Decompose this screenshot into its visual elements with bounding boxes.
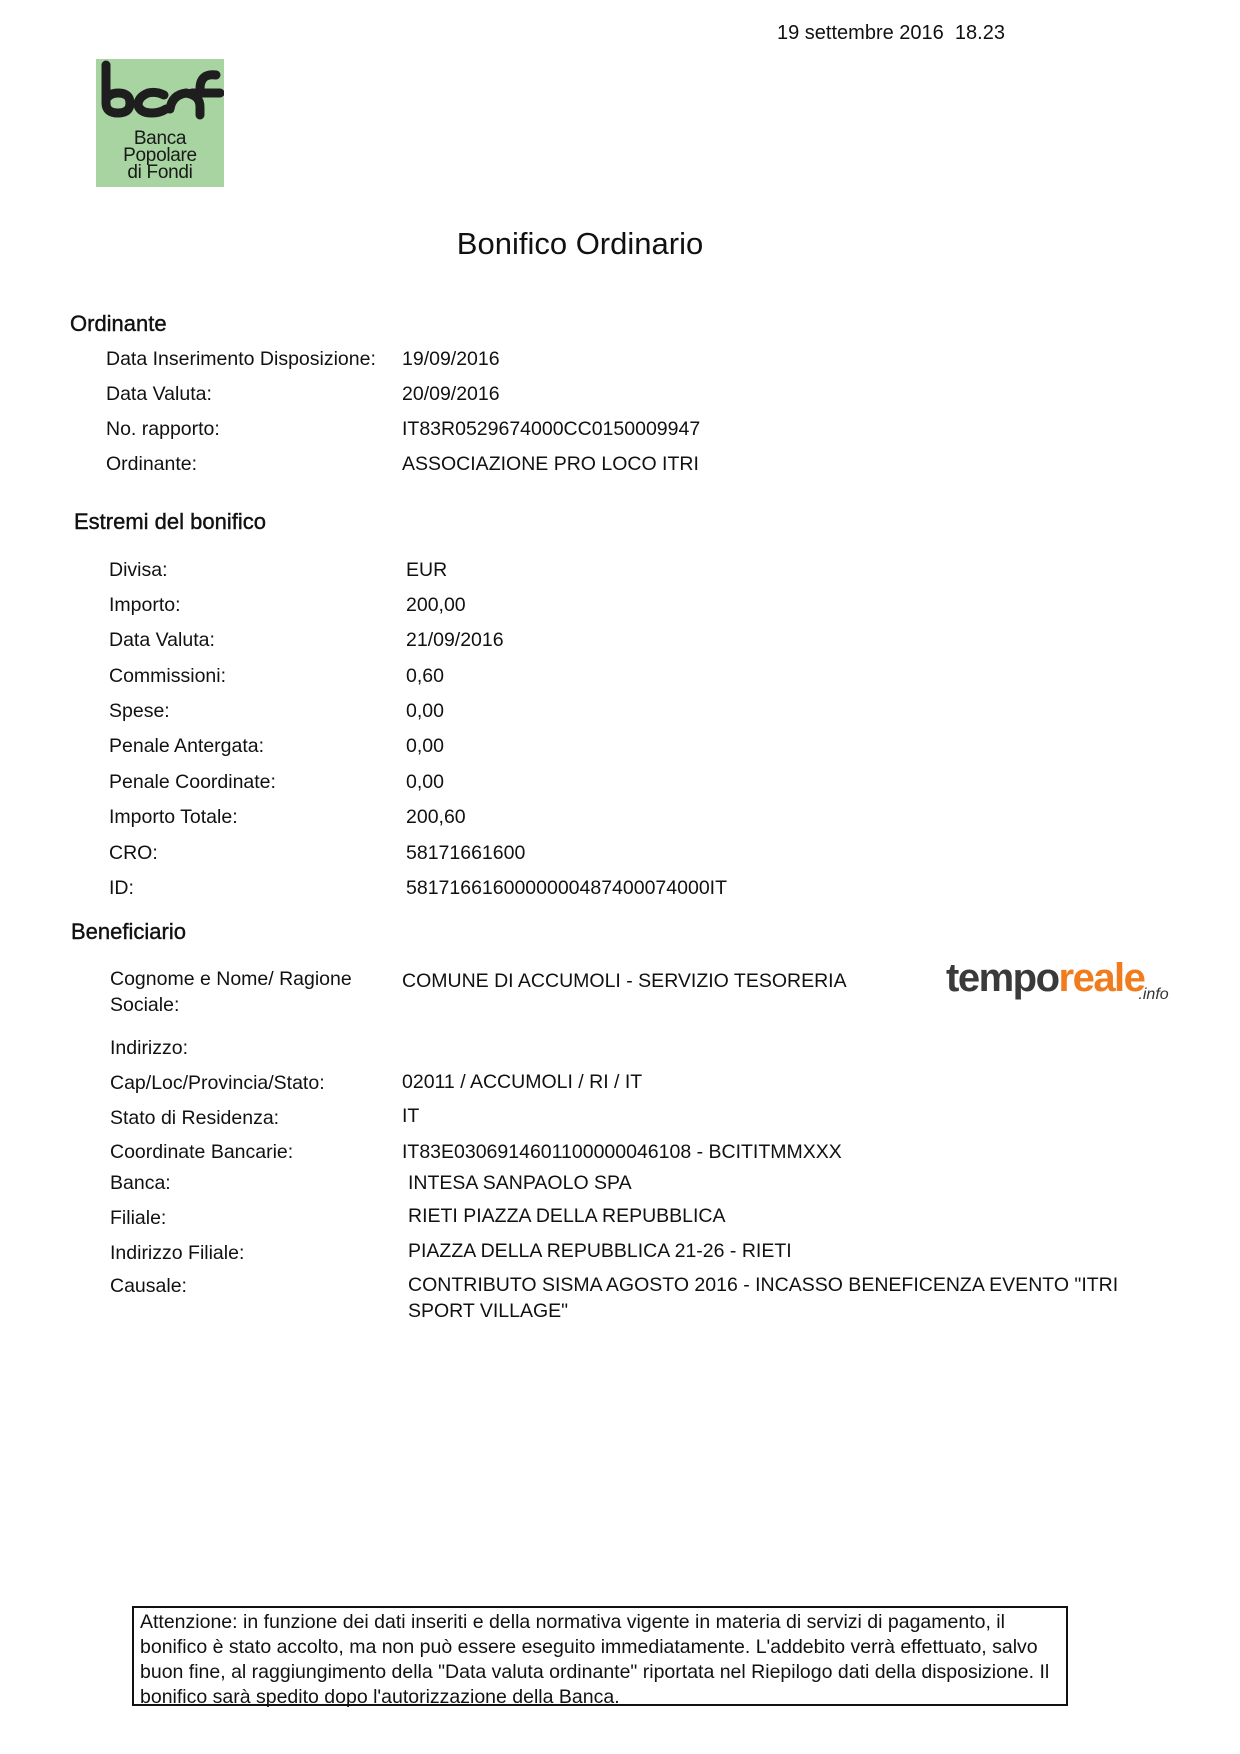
value-causale: CONTRIBUTO SISMA AGOSTO 2016 - INCASSO BENEFICENZA EVENTO "ITRI SPORT VILLAGE" bbox=[408, 1274, 1119, 1322]
value-data-valuta: 21/09/2016 bbox=[406, 629, 504, 651]
section-title-beneficiario: Beneficiario bbox=[71, 919, 186, 944]
label-data-inserimento: Data Inserimento Disposizione: bbox=[106, 348, 376, 370]
label-ordinante: Ordinante: bbox=[106, 453, 198, 475]
value-id: 5817166160000000487400074000IT bbox=[406, 877, 727, 899]
watermark-part-info: .info bbox=[1138, 986, 1169, 1003]
value-filiale: RIETI PIAZZA DELLA REPUBBLICA bbox=[408, 1205, 726, 1227]
label-indirizzo: Indirizzo: bbox=[110, 1037, 189, 1059]
value-data-inserimento: 19/09/2016 bbox=[402, 348, 500, 370]
label-indirizzo-filiale: Indirizzo Filiale: bbox=[110, 1242, 245, 1264]
page-title: Bonifico Ordinario bbox=[456, 226, 704, 261]
label-no-rapporto: No. rapporto: bbox=[106, 418, 220, 440]
section-title-estremi: Estremi del bonifico bbox=[74, 509, 266, 534]
bank-logo bbox=[96, 59, 224, 187]
watermark-part-tempo: tempo bbox=[946, 956, 1059, 1000]
label-causale: Causale: bbox=[110, 1275, 187, 1297]
label-divisa: Divisa: bbox=[109, 559, 168, 581]
temporeale-watermark bbox=[946, 956, 1169, 1001]
label-cap-loc: Cap/Loc/Provincia/Stato: bbox=[110, 1072, 325, 1094]
label-commissioni: Commissioni: bbox=[109, 665, 227, 687]
label-importo: Importo: bbox=[109, 594, 181, 616]
print-timestamp: 19 settembre 2016 18.23 bbox=[777, 22, 1005, 44]
value-cro: 58171661600 bbox=[406, 842, 526, 864]
label-cro: CRO: bbox=[109, 842, 158, 864]
label-filiale: Filiale: bbox=[110, 1207, 167, 1229]
value-spese: 0,00 bbox=[406, 700, 444, 722]
label-penale-coordinate: Penale Coordinate: bbox=[109, 771, 276, 793]
watermark-part-reale: reale bbox=[1058, 956, 1145, 1000]
value-commissioni: 0,60 bbox=[406, 665, 444, 687]
label-spese: Spese: bbox=[109, 700, 170, 722]
value-ragione-sociale: COMUNE DI ACCUMOLI - SERVIZIO TESORERIA bbox=[402, 970, 847, 992]
label-data-valuta: Data Valuta: bbox=[109, 629, 215, 651]
label-stato-residenza: Stato di Residenza: bbox=[110, 1107, 280, 1129]
value-penale-antergata: 0,00 bbox=[406, 735, 444, 757]
value-ordinante: ASSOCIAZIONE PRO LOCO ITRI bbox=[402, 453, 699, 475]
bank-logo-text: Banca Popolare di Fondi bbox=[123, 128, 197, 183]
value-importo: 200,00 bbox=[406, 594, 466, 616]
value-penale-coordinate: 0,00 bbox=[406, 771, 444, 793]
value-coordinate-bancarie: IT83E0306914601100000046108 - BCITITMMXXX bbox=[402, 1141, 842, 1163]
value-divisa: EUR bbox=[406, 559, 448, 581]
label-data-valuta-ordinante: Data Valuta: bbox=[106, 383, 212, 405]
label-importo-totale: Importo Totale: bbox=[109, 806, 238, 828]
notice-box: Attenzione: in funzione dei dati inseriti e della normativa vigente in materia di servizi di pagamento, il bonifico è stato accolto, ma non può essere eseguito immediatamente. L'addebito verrà effettuato, salvo buon fine, al raggiungimento della "Data valuta ordinante" riportata nel Riepilogo dati della disposizione. Il bonifico sarà spedito dopo l'autorizzazione della Banca. bbox=[132, 1606, 1068, 1706]
label-penale-antergata: Penale Antergata: bbox=[109, 735, 265, 757]
label-ragione-sociale: Cognome e Nome/ Ragione Sociale: bbox=[110, 968, 352, 1016]
label-coordinate-bancarie: Coordinate Bancarie: bbox=[110, 1141, 294, 1163]
value-data-valuta-ordinante: 20/09/2016 bbox=[402, 383, 500, 405]
section-title-ordinante: Ordinante bbox=[70, 311, 167, 336]
value-importo-totale: 200,60 bbox=[406, 806, 466, 828]
value-indirizzo-filiale: PIAZZA DELLA REPUBBLICA 21-26 - RIETI bbox=[408, 1240, 792, 1262]
value-cap-loc: 02011 / ACCUMOLI / RI / IT bbox=[402, 1071, 643, 1093]
value-banca: INTESA SANPAOLO SPA bbox=[408, 1172, 632, 1194]
label-banca: Banca: bbox=[110, 1172, 171, 1194]
label-id: ID: bbox=[109, 877, 134, 899]
value-no-rapporto: IT83R0529674000CC0150009947 bbox=[402, 418, 701, 440]
value-stato-residenza: IT bbox=[402, 1105, 420, 1127]
